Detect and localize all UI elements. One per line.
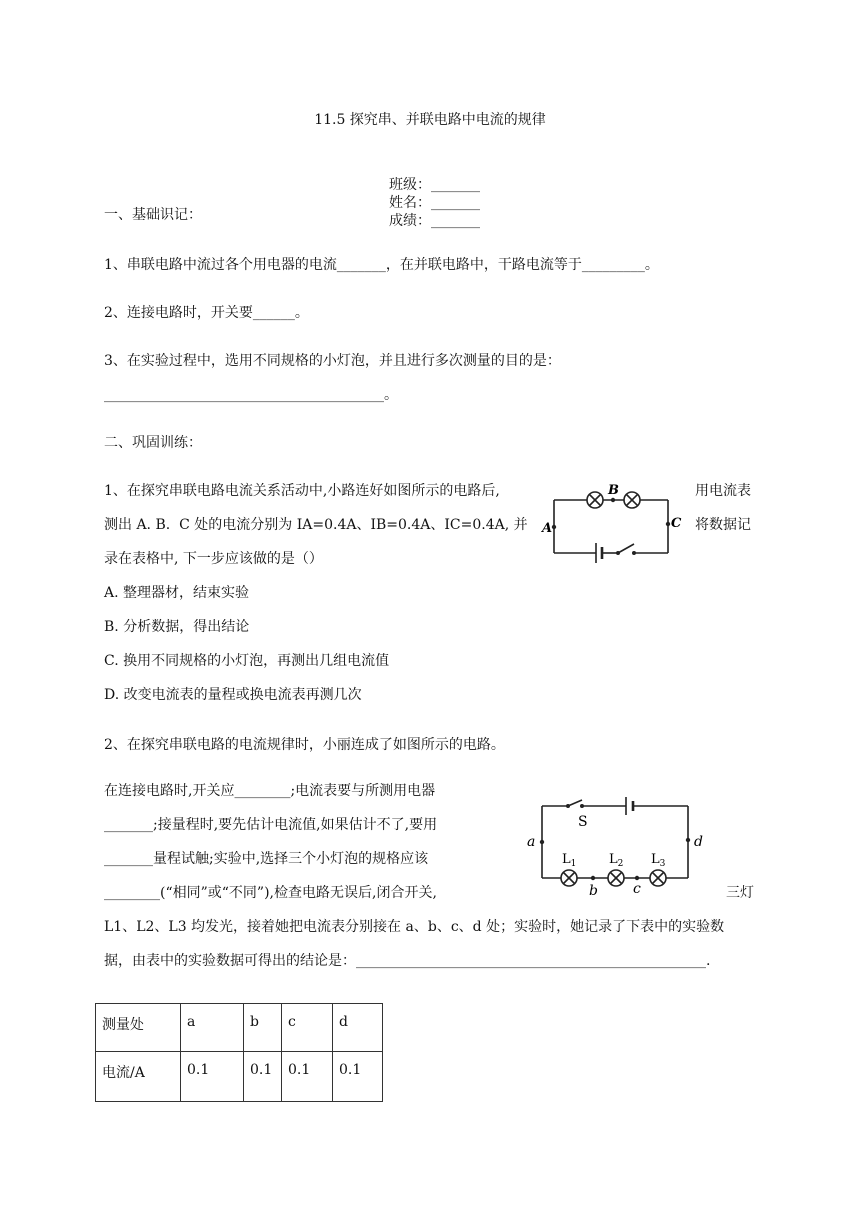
name-field: 姓名：_______ [388,195,480,211]
table-header-row [96,1004,383,1052]
table-cell: 0.1 [181,1052,244,1102]
label-b-small: b [589,883,598,896]
label-s: S [578,814,588,830]
question-1-3-blank: ________________________________________。 [104,387,398,403]
problem-1-line2-right: 将数据记 [695,517,751,533]
label-b: B [608,483,619,498]
problem-1-line2: 测出 A. B. C 处的电流分别为 IA=0.4A、IB=0.4A、IC=0.4A, 并 [104,517,528,533]
circuit-diagram-2 [522,796,712,896]
label-l3: $L_3$ [651,852,666,869]
class-field: 班级：_______ [388,177,480,193]
question-1-2: 2、连接电路时，开关要______。 [104,305,309,321]
problem-2-line1: 在连接电路时,开关应________;电流表要与所测用电器 [104,783,436,799]
label-c: C [671,516,682,531]
label-a: A [542,521,553,536]
option-c: C. 换用不同规格的小灯泡，再测出几组电流值 [104,653,390,669]
section-heading-basic: 一、基础识记： [104,207,202,223]
problem-2-line6: 据，由表中的实验数据可得出的结论是：__________________________________________________. [104,953,711,969]
table-cell: b [244,1004,282,1052]
score-field: 成绩：_______ [388,213,480,229]
circuit-diagram-1 [538,480,688,570]
option-d: D. 改变电流表的量程或换电流表再测几次 [104,687,362,703]
label-l2: $L_2$ [609,852,624,869]
option-a: A. 整理器材，结束实验 [104,585,250,601]
problem-2-line4-right: 三灯 [726,885,754,901]
problem-2-line4: ________(“相同”或“不同”),检查电路无误后,闭合开关, [104,885,437,901]
question-1-3: 3、在实验过程中，选用不同规格的小灯泡，并且进行多次测量的目的是： [104,353,561,369]
section-heading-practice: 二、巩固训练： [104,435,202,451]
table-row [96,1052,383,1102]
problem-1-line3: 录在表格中, 下一步应该做的是（） [104,551,323,567]
problem-2-intro: 2、在探究串联电路的电流规律时，小丽连成了如图所示的电路。 [104,737,505,753]
problem-1-line1: 1、在探究串联电路电流关系活动中,小路连好如图所示的电路后, [104,483,500,499]
measurement-table [95,1003,383,1102]
option-b: B. 分析数据，得出结论 [104,619,250,635]
problem-2-line2: _______;接量程时,要先估计电流值,如果估计不了,要用 [104,817,438,833]
problem-2-line5: L1、L2、L3 均发光，接着她把电流表分别接在 a、b、c、d 处；实验时，她记录了下表中的实验数 [104,919,725,935]
label-l1: $L_1$ [562,852,577,869]
question-1-1: 1、串联电路中流过各个用电器的电流_______，在并联电路中，干路电流等于_________。 [104,257,659,273]
label-d-small: d [694,834,703,850]
problem-1-line1-right: 用电流表 [695,483,751,499]
label-a-small: a [527,834,536,850]
table-cell: d [333,1004,383,1052]
problem-2-line3: _______量程试触;实验中,选择三个小灯泡的规格应该 [104,851,429,867]
page-title: 11.5 探究串、并联电路中电流的规律 [314,112,546,128]
table-cell: a [181,1004,244,1052]
label-c-small: c [633,881,641,896]
table-cell: 测量处 [96,1004,181,1052]
table-cell: 0.1 [333,1052,383,1102]
table-cell: 0.1 [244,1052,282,1102]
table-cell: 0.1 [282,1052,333,1102]
table-cell: c [282,1004,333,1052]
table-cell: 电流/A [96,1052,181,1102]
